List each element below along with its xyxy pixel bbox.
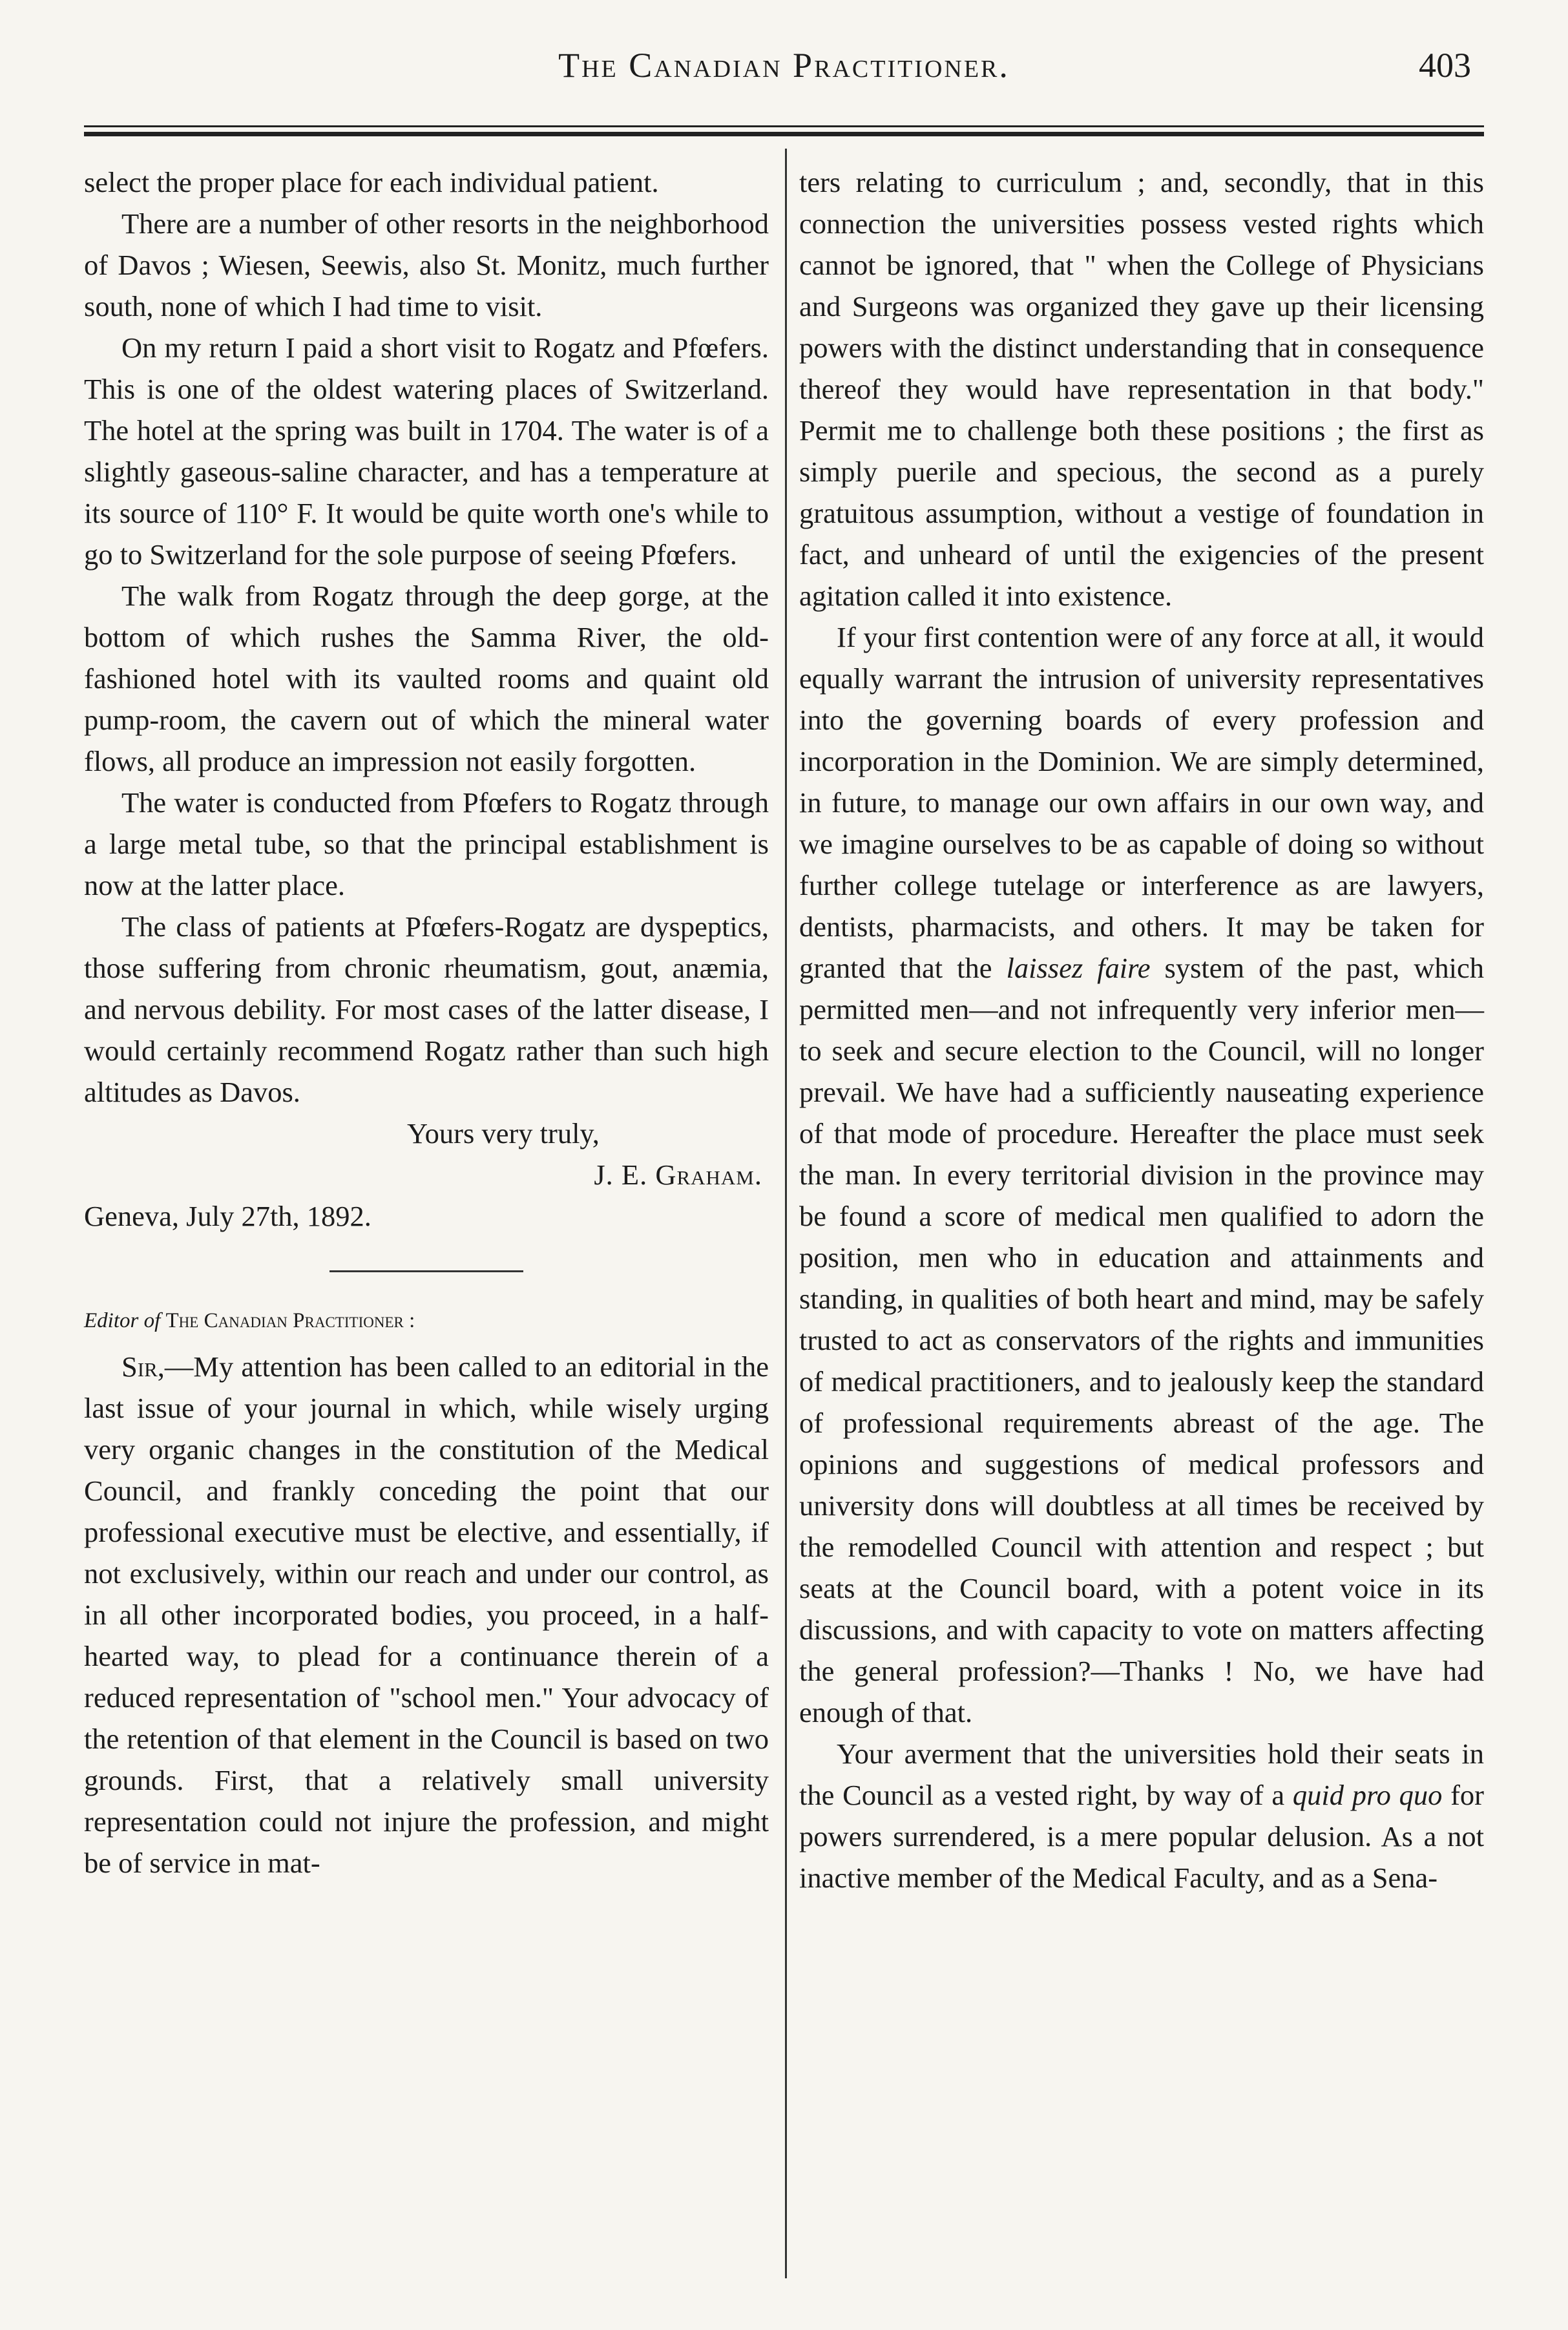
paragraph-first-contention: [799, 616, 1484, 1733]
paragraph-walk-gorge: The walk from Rogatz through the deep gorge, at the bottom of which rushes the Samma River, the old-fashioned hotel with its vaulted rooms and quaint old pump-room, the cavern out of which the mineral water flows, all produce an impression not easily forgotten.: [84, 580, 769, 777]
letter-dateline: Geneva, July 27th, 1892.: [84, 1200, 371, 1232]
page-header: [84, 45, 1484, 110]
laissez-faire-phrase: laissez faire: [1006, 952, 1151, 984]
salutation: Sir,: [121, 1350, 165, 1383]
letter-address: [84, 1305, 769, 1337]
paragraph-curriculum-continuation: ters relating to curriculum ; and, secondly, that in this connection the universities possess vested rights which cannot be ignored, that " when the College of Physicians and Surgeons was organized they gave up their licensing powers with the distinct understanding that in consequence thereof they would have representation in that body." Permit me to challenge both these positions ; the first as simply puerile and specious, the second as a purely gratuitous assumption, without a vestige of foundation in fact, and unheard of until the exigencies of the present agitation called it into existence.: [799, 166, 1484, 612]
text-columns: [84, 162, 1484, 2278]
quid-pro-quo-phrase: quid pro quo: [1292, 1779, 1443, 1811]
left-column: [84, 162, 769, 2278]
right-column: [799, 162, 1484, 2278]
averment-text-b: for powers surrendered, is a mere popular delusion. As a not inactive member of the Medical Faculty, and as a Sena-: [799, 1779, 1484, 1894]
address-journal: The Canadian Practitioner :: [165, 1309, 415, 1332]
header-rule-thick: [84, 132, 1484, 136]
paragraph-continuation: select the proper place for each individual patient.: [84, 166, 659, 198]
column-divider: [785, 149, 787, 2278]
running-title: The Canadian Practitioner.: [558, 46, 1010, 85]
paragraph-letter-opening: [84, 1346, 769, 1884]
paragraph-averment: [799, 1733, 1484, 1898]
header-rule-thin: [84, 125, 1484, 127]
letter-signature: J. E. Graham.: [594, 1159, 762, 1191]
letter-signoff: Yours very truly,: [407, 1117, 600, 1149]
first-contention-text-a: If your first contention were of any force at all, it would equally warrant the intrusion of university representatives into the governing boards of every profession and incorporation in the Dominion. We are simply determined, in future, to manage our own affairs in our own way, and we imagine ourselves to be as capable of doing so without further college tutelage or interference as are lawyers, dentists, pharmacists, and others. It may be taken for granted that the: [799, 621, 1484, 984]
paragraph-class-of-patients: The class of patients at Pfœfers-Rogatz are dyspeptics, those suffering from chronic rheumatism, gout, anæmia, and nervous debility. For most cases of the latter disease, I would certainly recommend Rogatz rather than such high altitudes as Davos.: [84, 910, 769, 1108]
first-contention-text-b: system of the past, which permitted men—and not infrequently very inferior men—to seek and secure election to the Council, will no longer prevail. We have had a sufficiently nauseating experience of that mode of procedure. Hereafter the place must seek the man. In every territorial division in the province may be found a score of medical men qualified to adorn the position, men who in education and attainments and standing, in qualities of both heart and mind, may be safely trusted to act as conservators of the rights and immunities of medical practitioners, and to jealously keep the standard of professional requirements abreast of the age. The opinions and suggestions of medical professors and university dons will doubtless at all times be received by the remodelled Council with attention and respect ; but seats at the Council board, with a potent voice in its discussions, and with capacity to vote on matters affecting the general profession?—Thanks ! No, we have had enough of that.: [799, 952, 1485, 1728]
section-divider: [329, 1270, 523, 1272]
address-editor: Editor of: [84, 1309, 161, 1332]
paragraph-water-conducted: The water is conducted from Pfœfers to Rogatz through a large metal tube, so that the principal establishment is now at the latter place.: [84, 786, 769, 901]
page-number: 403: [1419, 46, 1471, 85]
averment-text-a: Your averment that the universities hold their seats in the Council as a vested right, by way of a: [799, 1737, 1484, 1811]
paragraph-letter-opening-text: —My attention has been called to an editorial in the last issue of your journal in which, while wisely urging very organic changes in the constitution of the Medical Council, and frankly conceding the point that our professional executive must be elective, and essentially, if not exclusively, within our reach and under our control, as in all other incorporated bodies, you proceed, in a half-hearted way, to plead for a continuance therein of a reduced representation of "school men." Your advocacy of the retention of that element in the Council is based on two grounds. First, that a relatively small university representation could not injure the profession, and might be of service in mat-: [84, 1350, 769, 1879]
paragraph-rogatz-visit: On my return I paid a short visit to Rogatz and Pfœfers. This is one of the oldest watering places of Switzerland. The hotel at the spring was built in 1704. The water is of a slightly gaseous-saline character, and has a temperature at its source of 110° F. It would be quite worth one's while to go to Switzerland for the sole purpose of seeing Pfœfers.: [84, 331, 769, 571]
paragraph-other-resorts: There are a number of other resorts in the neighborhood of Davos ; Wiesen, Seewis, also St. Monitz, much further south, none of which I had time to visit.: [84, 207, 769, 322]
